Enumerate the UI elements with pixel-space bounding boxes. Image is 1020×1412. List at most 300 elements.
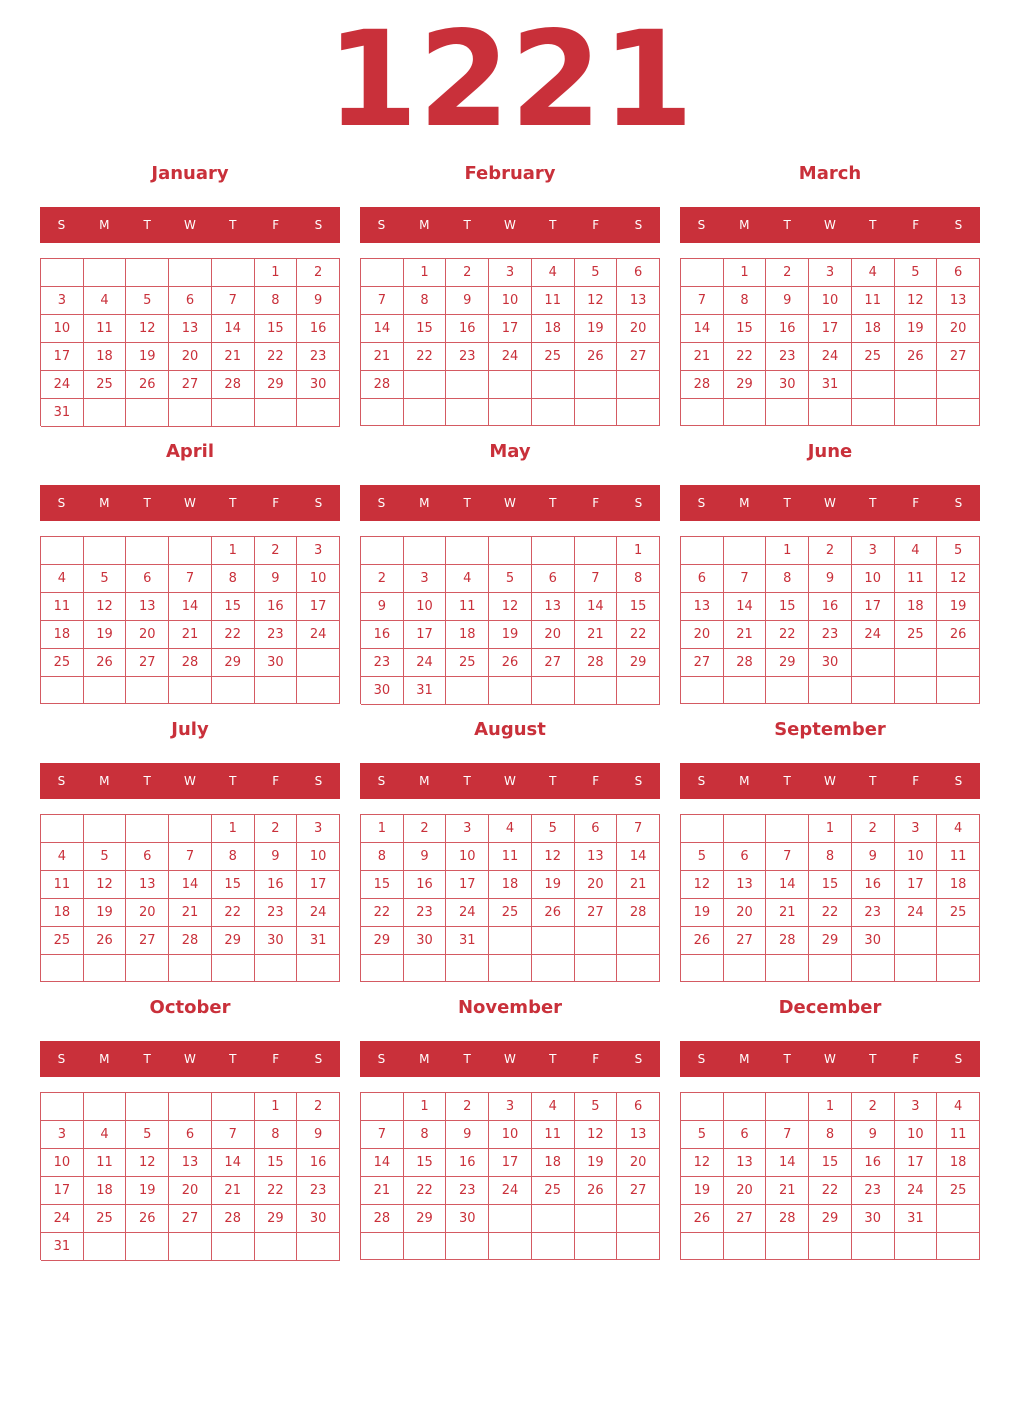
day-cell: 19 bbox=[681, 899, 724, 927]
day-cell: 14 bbox=[212, 315, 255, 343]
empty-cell bbox=[532, 1205, 575, 1233]
day-grid bbox=[680, 258, 980, 426]
weekday-header bbox=[40, 485, 340, 521]
weekday-header bbox=[360, 207, 660, 243]
day-cell: 18 bbox=[41, 621, 84, 649]
day-cell: 2 bbox=[852, 1093, 895, 1121]
day-cell: 23 bbox=[446, 1177, 489, 1205]
day-cell: 22 bbox=[724, 343, 767, 371]
weekday-label: S bbox=[697, 496, 706, 510]
weekday-label: W bbox=[824, 496, 836, 510]
empty-cell bbox=[41, 815, 84, 843]
day-cell: 4 bbox=[41, 843, 84, 871]
day-cell: 9 bbox=[446, 1121, 489, 1149]
day-cell: 14 bbox=[766, 871, 809, 899]
day-cell: 1 bbox=[255, 259, 298, 287]
day-cell: 26 bbox=[895, 343, 938, 371]
empty-cell bbox=[532, 955, 575, 982]
day-cell: 25 bbox=[446, 649, 489, 677]
day-cell: 30 bbox=[852, 1205, 895, 1233]
day-cell: 26 bbox=[84, 649, 127, 677]
day-cell: 2 bbox=[446, 1093, 489, 1121]
day-cell: 21 bbox=[724, 621, 767, 649]
empty-cell bbox=[852, 1233, 895, 1260]
weekday-label: S bbox=[377, 774, 386, 788]
empty-cell bbox=[617, 1205, 660, 1233]
day-cell: 14 bbox=[617, 843, 660, 871]
weekday-label: M bbox=[419, 218, 430, 232]
day-cell: 21 bbox=[361, 1177, 404, 1205]
weekday-label: M bbox=[739, 1052, 750, 1066]
day-cell: 15 bbox=[404, 1149, 447, 1177]
day-cell: 4 bbox=[489, 815, 532, 843]
day-cell: 19 bbox=[937, 593, 980, 621]
day-cell: 29 bbox=[809, 927, 852, 955]
empty-cell bbox=[575, 927, 618, 955]
empty-cell bbox=[446, 537, 489, 565]
day-cell: 19 bbox=[126, 1177, 169, 1205]
empty-cell bbox=[446, 677, 489, 705]
weekday-label: W bbox=[504, 218, 516, 232]
day-cell: 15 bbox=[809, 1149, 852, 1177]
month-name: September bbox=[774, 719, 886, 740]
day-cell: 29 bbox=[255, 371, 298, 399]
day-cell: 22 bbox=[404, 343, 447, 371]
day-cell: 27 bbox=[532, 649, 575, 677]
year-title: 1221 bbox=[326, 3, 694, 157]
weekday-label: S bbox=[57, 774, 66, 788]
day-cell: 21 bbox=[212, 343, 255, 371]
day-cell: 20 bbox=[681, 621, 724, 649]
empty-cell bbox=[766, 1233, 809, 1260]
weekday-label: T bbox=[869, 1052, 877, 1066]
day-cell: 15 bbox=[255, 1149, 298, 1177]
weekday-label: S bbox=[697, 218, 706, 232]
weekday-label: S bbox=[314, 774, 323, 788]
day-cell: 25 bbox=[937, 1177, 980, 1205]
month-name: January bbox=[151, 163, 229, 184]
day-cell: 23 bbox=[852, 1177, 895, 1205]
day-cell: 16 bbox=[255, 593, 298, 621]
empty-cell bbox=[84, 677, 127, 704]
empty-cell bbox=[724, 1093, 767, 1121]
weekday-label: T bbox=[783, 218, 791, 232]
day-cell: 24 bbox=[297, 621, 340, 649]
day-cell: 24 bbox=[297, 899, 340, 927]
day-cell: 16 bbox=[361, 621, 404, 649]
empty-cell bbox=[126, 955, 169, 982]
month-name: July bbox=[171, 719, 209, 740]
day-cell: 9 bbox=[404, 843, 447, 871]
empty-cell bbox=[575, 537, 618, 565]
empty-cell bbox=[84, 1093, 127, 1121]
day-cell: 15 bbox=[404, 315, 447, 343]
day-cell: 22 bbox=[255, 343, 298, 371]
day-cell: 4 bbox=[895, 537, 938, 565]
weekday-label: T bbox=[229, 496, 237, 510]
day-cell: 19 bbox=[84, 899, 127, 927]
day-cell: 25 bbox=[84, 1205, 127, 1233]
weekday-label: T bbox=[463, 218, 471, 232]
day-cell: 6 bbox=[617, 1093, 660, 1121]
day-cell: 13 bbox=[617, 287, 660, 315]
empty-cell bbox=[404, 399, 447, 426]
empty-cell bbox=[361, 259, 404, 287]
day-cell: 21 bbox=[766, 1177, 809, 1205]
empty-cell bbox=[297, 1233, 340, 1261]
day-cell: 11 bbox=[41, 871, 84, 899]
day-cell: 7 bbox=[681, 287, 724, 315]
day-cell: 2 bbox=[255, 815, 298, 843]
day-cell: 31 bbox=[446, 927, 489, 955]
weekday-label: T bbox=[463, 1052, 471, 1066]
day-cell: 10 bbox=[446, 843, 489, 871]
day-cell: 27 bbox=[937, 343, 980, 371]
empty-cell bbox=[809, 399, 852, 426]
empty-cell bbox=[255, 955, 298, 982]
weekday-label: T bbox=[143, 774, 151, 788]
empty-cell bbox=[617, 399, 660, 426]
weekday-label: T bbox=[869, 218, 877, 232]
month-name: April bbox=[165, 441, 215, 462]
day-cell: 8 bbox=[617, 565, 660, 593]
weekday-label: F bbox=[912, 774, 920, 788]
empty-cell bbox=[766, 399, 809, 426]
day-grid bbox=[680, 814, 980, 982]
day-cell: 8 bbox=[255, 287, 298, 315]
day-cell: 16 bbox=[809, 593, 852, 621]
empty-cell bbox=[169, 677, 212, 704]
weekday-label: S bbox=[57, 218, 66, 232]
empty-cell bbox=[724, 537, 767, 565]
empty-cell bbox=[489, 955, 532, 982]
day-cell: 6 bbox=[575, 815, 618, 843]
day-cell: 18 bbox=[41, 899, 84, 927]
empty-cell bbox=[41, 677, 84, 704]
day-cell: 17 bbox=[809, 315, 852, 343]
day-cell: 7 bbox=[361, 1121, 404, 1149]
day-cell: 11 bbox=[937, 843, 980, 871]
empty-cell bbox=[41, 259, 84, 287]
empty-cell bbox=[489, 399, 532, 426]
day-cell: 18 bbox=[84, 1177, 127, 1205]
empty-cell bbox=[937, 927, 980, 955]
day-grid bbox=[360, 814, 660, 982]
day-cell: 15 bbox=[212, 593, 255, 621]
empty-cell bbox=[126, 399, 169, 427]
day-cell: 23 bbox=[297, 343, 340, 371]
day-cell: 7 bbox=[212, 287, 255, 315]
day-cell: 2 bbox=[446, 259, 489, 287]
weekday-label: T bbox=[143, 1052, 151, 1066]
day-cell: 9 bbox=[255, 843, 298, 871]
day-cell: 25 bbox=[532, 1177, 575, 1205]
day-cell: 21 bbox=[681, 343, 724, 371]
empty-cell bbox=[681, 1093, 724, 1121]
weekday-header bbox=[40, 763, 340, 799]
day-cell: 19 bbox=[84, 621, 127, 649]
day-cell: 6 bbox=[724, 843, 767, 871]
day-cell: 18 bbox=[489, 871, 532, 899]
day-cell: 15 bbox=[766, 593, 809, 621]
day-cell: 28 bbox=[681, 371, 724, 399]
day-cell: 23 bbox=[361, 649, 404, 677]
empty-cell bbox=[446, 955, 489, 982]
weekday-label: F bbox=[272, 496, 280, 510]
day-cell: 8 bbox=[404, 1121, 447, 1149]
empty-cell bbox=[361, 1233, 404, 1260]
empty-cell bbox=[575, 371, 618, 399]
day-cell: 9 bbox=[361, 593, 404, 621]
empty-cell bbox=[297, 399, 340, 427]
weekday-label: W bbox=[824, 218, 836, 232]
day-cell: 12 bbox=[937, 565, 980, 593]
day-cell: 6 bbox=[169, 1121, 212, 1149]
weekday-label: T bbox=[143, 218, 151, 232]
weekday-label: W bbox=[184, 218, 196, 232]
empty-cell bbox=[617, 677, 660, 705]
day-cell: 18 bbox=[532, 315, 575, 343]
month-name: August bbox=[474, 719, 546, 740]
empty-cell bbox=[575, 1233, 618, 1260]
empty-cell bbox=[575, 677, 618, 705]
day-cell: 2 bbox=[766, 259, 809, 287]
day-cell: 3 bbox=[489, 259, 532, 287]
empty-cell bbox=[766, 677, 809, 704]
day-cell: 30 bbox=[446, 1205, 489, 1233]
day-cell: 3 bbox=[297, 537, 340, 565]
empty-cell bbox=[724, 815, 767, 843]
weekday-label: F bbox=[592, 218, 600, 232]
day-cell: 7 bbox=[361, 287, 404, 315]
day-cell: 10 bbox=[297, 843, 340, 871]
day-grid bbox=[40, 536, 340, 704]
day-cell: 3 bbox=[297, 815, 340, 843]
day-cell: 2 bbox=[809, 537, 852, 565]
day-cell: 27 bbox=[126, 927, 169, 955]
day-cell: 16 bbox=[446, 315, 489, 343]
day-cell: 23 bbox=[766, 343, 809, 371]
day-cell: 20 bbox=[169, 1177, 212, 1205]
day-cell: 17 bbox=[852, 593, 895, 621]
empty-cell bbox=[169, 815, 212, 843]
weekday-label: M bbox=[419, 496, 430, 510]
day-cell: 26 bbox=[681, 927, 724, 955]
empty-cell bbox=[724, 1233, 767, 1260]
day-cell: 11 bbox=[852, 287, 895, 315]
day-cell: 4 bbox=[937, 1093, 980, 1121]
day-cell: 15 bbox=[617, 593, 660, 621]
month-name: October bbox=[149, 997, 231, 1018]
day-cell: 25 bbox=[41, 927, 84, 955]
empty-cell bbox=[617, 927, 660, 955]
month-name: December bbox=[778, 997, 882, 1018]
empty-cell bbox=[169, 537, 212, 565]
day-cell: 14 bbox=[361, 1149, 404, 1177]
weekday-header bbox=[40, 1041, 340, 1077]
day-cell: 20 bbox=[169, 343, 212, 371]
day-cell: 26 bbox=[489, 649, 532, 677]
day-cell: 12 bbox=[84, 593, 127, 621]
empty-cell bbox=[575, 1205, 618, 1233]
empty-cell bbox=[41, 537, 84, 565]
weekday-label: T bbox=[783, 774, 791, 788]
day-cell: 4 bbox=[852, 259, 895, 287]
weekday-label: F bbox=[912, 496, 920, 510]
day-cell: 30 bbox=[255, 927, 298, 955]
weekday-label: S bbox=[697, 1052, 706, 1066]
empty-cell bbox=[895, 371, 938, 399]
day-cell: 5 bbox=[126, 1121, 169, 1149]
day-cell: 30 bbox=[361, 677, 404, 705]
day-cell: 1 bbox=[809, 815, 852, 843]
day-cell: 6 bbox=[126, 843, 169, 871]
day-cell: 18 bbox=[937, 1149, 980, 1177]
day-cell: 14 bbox=[681, 315, 724, 343]
day-cell: 6 bbox=[532, 565, 575, 593]
day-cell: 27 bbox=[169, 1205, 212, 1233]
day-grid bbox=[680, 536, 980, 704]
day-cell: 9 bbox=[297, 1121, 340, 1149]
day-cell: 1 bbox=[361, 815, 404, 843]
day-cell: 19 bbox=[532, 871, 575, 899]
empty-cell bbox=[446, 399, 489, 426]
weekday-label: F bbox=[272, 218, 280, 232]
day-cell: 2 bbox=[852, 815, 895, 843]
day-cell: 23 bbox=[404, 899, 447, 927]
day-cell: 27 bbox=[575, 899, 618, 927]
day-cell: 29 bbox=[809, 1205, 852, 1233]
day-cell: 19 bbox=[895, 315, 938, 343]
day-cell: 29 bbox=[255, 1205, 298, 1233]
day-cell: 17 bbox=[41, 343, 84, 371]
day-cell: 27 bbox=[724, 1205, 767, 1233]
empty-cell bbox=[532, 399, 575, 426]
day-cell: 12 bbox=[681, 1149, 724, 1177]
day-cell: 24 bbox=[404, 649, 447, 677]
empty-cell bbox=[84, 399, 127, 427]
day-cell: 24 bbox=[489, 1177, 532, 1205]
day-cell: 26 bbox=[84, 927, 127, 955]
day-cell: 21 bbox=[361, 343, 404, 371]
day-cell: 25 bbox=[937, 899, 980, 927]
day-cell: 2 bbox=[297, 1093, 340, 1121]
day-cell: 7 bbox=[169, 565, 212, 593]
day-cell: 31 bbox=[809, 371, 852, 399]
weekday-label: M bbox=[739, 496, 750, 510]
day-cell: 23 bbox=[852, 899, 895, 927]
empty-cell bbox=[681, 399, 724, 426]
empty-cell bbox=[84, 815, 127, 843]
day-cell: 3 bbox=[404, 565, 447, 593]
day-cell: 7 bbox=[169, 843, 212, 871]
empty-cell bbox=[532, 1233, 575, 1260]
day-cell: 24 bbox=[41, 371, 84, 399]
day-cell: 30 bbox=[297, 1205, 340, 1233]
day-cell: 28 bbox=[575, 649, 618, 677]
day-cell: 10 bbox=[809, 287, 852, 315]
day-cell: 14 bbox=[724, 593, 767, 621]
day-cell: 20 bbox=[126, 621, 169, 649]
empty-cell bbox=[489, 1205, 532, 1233]
weekday-label: W bbox=[184, 1052, 196, 1066]
day-cell: 8 bbox=[361, 843, 404, 871]
day-cell: 13 bbox=[169, 1149, 212, 1177]
weekday-label: M bbox=[99, 496, 110, 510]
day-cell: 13 bbox=[724, 871, 767, 899]
weekday-header bbox=[680, 763, 980, 799]
day-cell: 10 bbox=[895, 843, 938, 871]
day-cell: 16 bbox=[404, 871, 447, 899]
empty-cell bbox=[937, 677, 980, 704]
weekday-label: T bbox=[869, 496, 877, 510]
weekday-label: S bbox=[314, 218, 323, 232]
day-grid bbox=[40, 814, 340, 982]
day-cell: 17 bbox=[489, 315, 532, 343]
day-cell: 5 bbox=[84, 565, 127, 593]
day-cell: 12 bbox=[489, 593, 532, 621]
day-cell: 29 bbox=[212, 927, 255, 955]
day-cell: 13 bbox=[532, 593, 575, 621]
day-cell: 22 bbox=[404, 1177, 447, 1205]
day-cell: 6 bbox=[169, 287, 212, 315]
day-cell: 20 bbox=[617, 1149, 660, 1177]
empty-cell bbox=[532, 537, 575, 565]
day-cell: 11 bbox=[895, 565, 938, 593]
weekday-label: S bbox=[954, 774, 963, 788]
empty-cell bbox=[169, 399, 212, 427]
day-cell: 2 bbox=[255, 537, 298, 565]
day-cell: 10 bbox=[404, 593, 447, 621]
weekday-label: F bbox=[272, 1052, 280, 1066]
empty-cell bbox=[489, 927, 532, 955]
weekday-label: F bbox=[592, 1052, 600, 1066]
day-cell: 11 bbox=[937, 1121, 980, 1149]
day-cell: 11 bbox=[489, 843, 532, 871]
day-cell: 1 bbox=[212, 815, 255, 843]
empty-cell bbox=[681, 537, 724, 565]
empty-cell bbox=[809, 677, 852, 704]
empty-cell bbox=[169, 955, 212, 982]
day-cell: 28 bbox=[169, 927, 212, 955]
day-cell: 18 bbox=[937, 871, 980, 899]
weekday-label: S bbox=[697, 774, 706, 788]
day-cell: 15 bbox=[809, 871, 852, 899]
weekday-label: T bbox=[549, 774, 557, 788]
day-cell: 10 bbox=[41, 315, 84, 343]
day-cell: 21 bbox=[766, 899, 809, 927]
weekday-label: S bbox=[314, 1052, 323, 1066]
day-cell: 3 bbox=[895, 1093, 938, 1121]
weekday-label: S bbox=[634, 774, 643, 788]
weekday-header bbox=[680, 1041, 980, 1077]
weekday-header bbox=[360, 1041, 660, 1077]
day-cell: 20 bbox=[617, 315, 660, 343]
day-cell: 5 bbox=[532, 815, 575, 843]
day-cell: 28 bbox=[212, 371, 255, 399]
weekday-label: T bbox=[783, 1052, 791, 1066]
day-cell: 2 bbox=[404, 815, 447, 843]
day-grid bbox=[40, 258, 340, 426]
day-cell: 17 bbox=[489, 1149, 532, 1177]
empty-cell bbox=[126, 259, 169, 287]
empty-cell bbox=[404, 371, 447, 399]
empty-cell bbox=[361, 537, 404, 565]
day-cell: 17 bbox=[297, 871, 340, 899]
empty-cell bbox=[766, 815, 809, 843]
day-cell: 20 bbox=[126, 899, 169, 927]
day-cell: 19 bbox=[126, 343, 169, 371]
